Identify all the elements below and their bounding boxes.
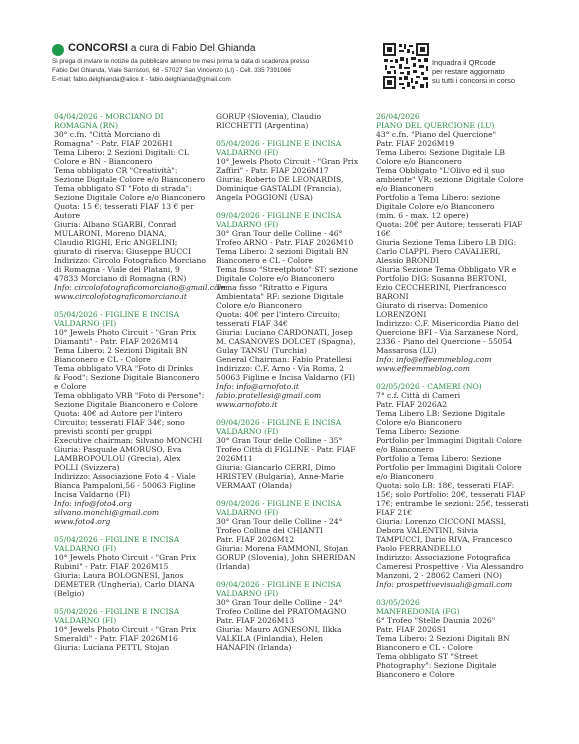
contest-detail: Ambientata" RF: sezione Digitale: [216, 292, 344, 301]
contest-detail: LAMBROPOULOU (Grecia), Alex: [54, 454, 181, 463]
contest-detail: Gulay TANSU (Turchia): [216, 346, 308, 355]
contest-heading: VALDARNO (FI): [54, 544, 117, 553]
contest-detail: Giuria: Laura BOLOGNESI, Janos: [54, 571, 184, 580]
contest-detail: Tema Libero: Sezione: [376, 427, 460, 436]
contest-detail: e/o Bianconero: [376, 445, 434, 454]
contest-detail: M. CASANOVES DOLCET (Spagna),: [216, 337, 356, 346]
contest-detail: Massarosa (LU): [376, 346, 437, 355]
contest-entry: [216, 139, 376, 202]
section-title: [68, 42, 255, 54]
contest-detail: Tema obbligato VRB "Foto di Persone":: [54, 391, 205, 400]
contest-heading: 26/04/2026: [376, 112, 420, 121]
contest-detail: Tema Libero LB: Sezione Digitale: [376, 409, 505, 418]
contest-heading: 05/04/2026 - FIGLINE E INCISA: [54, 310, 180, 319]
contest-detail: 16€: [376, 229, 391, 238]
contest-detail: FIAF 21€: [376, 508, 412, 517]
contest-detail: Colore e/o Bianconero: [216, 301, 302, 310]
contest-detail: Sezione Digitale Colore e/o Bianconero: [54, 193, 206, 202]
contest-entry: [54, 535, 214, 598]
contest-detail: 10° Jewels Photo Circuit - "Gran Prix: [54, 553, 197, 562]
contest-detail: Giurato di riserva: Domenico: [376, 301, 488, 310]
contest-detail: Claudio RIGHI, Eric ANGELINI;: [54, 238, 178, 247]
contest-detail: Patr. FIAF 2026S1: [376, 625, 447, 634]
contest-detail: Indirizzo: Circolo Fotografico Morciano: [54, 256, 206, 265]
contest-heading: VALDARNO (FI): [54, 616, 117, 625]
contest-heading: MANFREDONIA (FG): [376, 607, 460, 616]
contest-detail: POLLI (Svizzera): [54, 463, 120, 472]
contest-detail: Quota: 40€ ad Autore per l'intero: [54, 409, 183, 418]
contest-detail: Colore e BN - Bianconero: [54, 157, 153, 166]
contest-detail: Portfolio DIG: Susanna BERTONI,: [376, 274, 507, 283]
contest-detail: VALKILA (Finlandia), Helen: [216, 634, 324, 643]
contest-heading: 02/05/2026 - CAMERI (NO): [376, 382, 482, 391]
contest-detail: Indirizzo: C.F. Arno - Via Roma, 2: [216, 364, 345, 373]
contest-detail: Giuria: Albano SGARBI, Conrad: [54, 220, 177, 229]
qr-caption-line: su tutti i concorsi in corso: [432, 76, 515, 85]
contest-detail: Giuria: Lorenzo CICCONI MASSI,: [376, 517, 507, 526]
contest-entry: [216, 499, 376, 571]
contest-detail: Diamanti" - Patr. FIAF 2026M14: [54, 337, 179, 346]
contest-detail: Debora VALENTINI, Silvia: [376, 526, 479, 535]
contest-detail: Portfolio a Tema Libero: sezione: [376, 193, 501, 202]
contest-entry: [54, 112, 226, 301]
contest-detail: MULARONI, Moreno DIANA,: [54, 229, 167, 238]
contest-heading: ROMAGNA (RN): [54, 121, 119, 130]
contest-detail: 10° Jewels Photo Circuit - "Gran Prix: [54, 625, 197, 634]
contest-detail: HRISTEV (Bulgaria), Anne-Marie: [216, 472, 344, 481]
contest-detail: (min. 6 - max. 12 opere): [376, 211, 469, 220]
contest-detail: Giuria: Morena FAMMONI, Stojan: [216, 544, 349, 553]
contest-detail: GORUP (Slovenia), Claudio: [216, 112, 322, 121]
contest-detail: 2336 - Piano del Quercione - 55054: [376, 337, 513, 346]
contest-detail: Tema obbligato ST "Foto di strada":: [54, 184, 192, 193]
contest-contact-link[interactable]: Info: info@effeemmeblog.com: [376, 355, 492, 364]
contest-detail: Tema Libero: 2 Sezioni Digitali BN: [54, 346, 188, 355]
contest-detail: Digitale Colore e/o Bianconero: [376, 202, 495, 211]
contest-detail: Tema obbligato ST "Street: [376, 652, 478, 661]
contest-detail: Giuria: Luciana PETTI, Stojan: [54, 643, 170, 652]
contest-detail: 10° Jewels Photo Circuit - "Gran Prix: [216, 157, 359, 166]
contest-detail: Sezione Digitale Colore e/o Bianconero: [54, 175, 206, 184]
contest-entry: [376, 598, 536, 679]
contest-heading: 04/04/2026 - MORCIANO DI: [54, 112, 164, 121]
contest-heading: 05/04/2026 - FIGLINE E INCISA: [54, 535, 180, 544]
contest-entry: [216, 211, 376, 409]
contest-detail: 30° Gran Tour delle Colline - 46°: [216, 229, 343, 238]
contest-contact-link[interactable]: www.foto4.org: [54, 517, 111, 526]
contest-detail: 30° c.fn. "Città Morciano di: [54, 130, 161, 139]
contest-detail: tesserati FIAF 34€: [216, 319, 288, 328]
contest-detail: ambiente" VR: sezione Digitale Colore: [376, 175, 524, 184]
column-middle: [216, 112, 376, 661]
contest-detail: Bianca Pampaloni,56 - 50063 Figline: [54, 481, 196, 490]
contest-detail: Tema Libero: 2 sezioni Digitali BN: [216, 247, 349, 256]
contest-detail: Patr. FIAF 2026M19: [376, 139, 455, 148]
contest-detail: Trofeo Città di FIGLINE - Patr. FIAF: [216, 445, 356, 454]
contest-contact-link[interactable]: Info: info@foto4.org: [54, 499, 132, 508]
contest-detail: Angela POGGIONI (USA): [216, 193, 313, 202]
contest-detail: Quota: solo LB: 18€, tesserati FIAF:: [376, 481, 515, 490]
contest-detail: e/o Bianconero: [376, 472, 434, 481]
info-line: Si prega di inviare le notizie da pubblicare almeno tre mesi prima la data di scadenza presso: [52, 58, 310, 65]
contest-detail: Quota: 20€ per Autore; tesserati FIAF: [376, 220, 523, 229]
section-logo-icon: [52, 44, 64, 56]
contest-detail: Bianconero e CL - Colore: [54, 355, 151, 364]
contest-detail: 15€; solo Portfolio: 20€, tesserati FIAF: [376, 490, 526, 499]
contest-heading: 09/04/2026 - FIGLINE E INCISA: [216, 418, 342, 427]
contest-detail: Portfolio per Immagini Digitali Colore: [376, 463, 522, 472]
contest-detail: Rubini" - Patr. FIAF 2026M15: [54, 562, 169, 571]
contest-contact-link[interactable]: Info: prospettivevisuali@gmail.com: [376, 580, 513, 589]
contest-detail: Autore: [54, 211, 81, 220]
contest-detail: 43° c.fn. "Piano del Quercione": [376, 130, 497, 139]
contest-heading: 09/04/2026 - FIGLINE E INCISA: [216, 499, 342, 508]
contest-detail: Executive chairman: Silvano MONCHI: [54, 436, 203, 445]
contest-detail: Digitale Colore e/o Bianconero: [216, 274, 335, 283]
contest-detail: Alessio BRONDI: [376, 256, 439, 265]
contest-detail: (Irlanda): [216, 562, 250, 571]
contest-detail: Giuria Sezione Tema Obbligato VR e: [376, 265, 517, 274]
contest-heading: VALDARNO (FI): [54, 319, 117, 328]
contest-detail: Sezione Digitale Bianconero e Colore: [54, 400, 198, 409]
contest-detail: Bianconero e CL - Colore: [216, 256, 313, 265]
contest-detail: Tema fisso "Streetphoto" ST: sezione: [216, 265, 358, 274]
contest-contact-link[interactable]: silvano.monchi@gmail.com: [54, 508, 160, 517]
contest-detail: Manzoni, 2 - 28062 Cameri (NO): [376, 571, 503, 580]
contest-detail: RICCHETTI (Argentina): [216, 121, 309, 130]
contest-detail: Smeraldi" - Patr. FIAF 2026M16: [54, 634, 178, 643]
contest-detail: previsti sconti per gruppi: [54, 427, 152, 436]
contest-heading: 05/04/2026 - FIGLINE E INCISA: [216, 139, 342, 148]
contest-detail: DEMETER (Ungheria), Carlo DIANA: [54, 580, 195, 589]
contest-entry: [216, 580, 376, 652]
contest-detail: 50063 Figline e Incisa Valdarno (FI): [216, 373, 355, 382]
contest-detail: Tema Libero: 2 Sezioni Digitali: CL: [54, 148, 189, 157]
contest-detail: e Colore: [54, 382, 87, 391]
contest-detail: giurato di riserva: Giuseppe BUCCI: [54, 247, 191, 256]
contest-heading: VALDARNO (FI): [216, 148, 279, 157]
contest-detail: Indirizzo: Associazione Fotografica: [376, 553, 511, 562]
contest-heading: 05/04/2026 - FIGLINE E INCISA: [54, 607, 180, 616]
contest-entry: [54, 607, 214, 652]
contest-detail: Portfolio a Tema Libero: Sezione: [376, 454, 502, 463]
contest-detail: 6° Trofeo "Stelle Daunia 2026": [376, 616, 496, 625]
contest-detail: Tema Libero: 2 Sezioni Digitali BN: [376, 634, 510, 643]
contest-detail: Quercione BFI - Via Sarzanese Nord,: [376, 328, 519, 337]
contest-detail: Patr. FIAF 2026M12: [216, 535, 295, 544]
contest-detail: GORUP (Slovenia), John SHERIDAN: [216, 553, 356, 562]
contest-detail: Ezio CECCHERINI, Pierfrancesco: [376, 283, 507, 292]
contest-detail: Indirizzo: Associazione Foto 4 - Viale: [54, 472, 196, 481]
section-header: [52, 42, 372, 90]
contest-detail: Tema fisso "Ritratto e Figura: [216, 283, 328, 292]
contest-detail: Cameresi Prospettive - Via Alessandro: [376, 562, 524, 571]
contest-entry: [376, 382, 536, 589]
contest-heading: PIANO DEL QUERCIONE (LU): [376, 121, 495, 130]
contest-detail: 47833 Morciano di Romagna (RN): [54, 274, 187, 283]
contest-entry: [216, 112, 376, 130]
contest-heading: 09/04/2026 - FIGLINE E INCISA: [216, 211, 342, 220]
contest-detail: BARONI: [376, 292, 409, 301]
contest-detail: Tema Obbligato "L'Olivo ed il suo: [376, 166, 505, 175]
contest-detail: Colore e/o Bianconero: [376, 157, 462, 166]
contest-entry: [376, 112, 536, 373]
contest-heading: VALDARNO (FI): [216, 589, 279, 598]
contest-detail: 30° Gran Tour delle Colline - 24°: [216, 598, 343, 607]
contest-detail: Giuria: Mauro AGNESONI, Ilkka: [216, 625, 342, 634]
contest-detail: Trofeo Colline del PRATOMAGNO: [216, 607, 347, 616]
contest-detail: Giuria: Pasquale AMORUSO, Eva: [54, 445, 182, 454]
contest-detail: Giuria: Roberto DE LEONARDIS,: [216, 175, 344, 184]
contest-detail: Giuria: Giancarlo CERRI, Dimo: [216, 463, 336, 472]
contest-detail: Zaffiri" - Patr. FIAF 2026M17: [216, 166, 329, 175]
contest-contact-link[interactable]: Info: circolofotograficomorciano@gmail.com: [54, 283, 226, 292]
info-line: Fabio Del Ghianda, Viale Sarristori, 68 - 57027 San Vincenzo (LI) - Cell. 335 7391066: [52, 67, 291, 74]
contest-entry: [216, 418, 376, 490]
column-right: [376, 112, 536, 688]
section-name: CONCORSI: [68, 42, 129, 54]
contest-detail: Patr. FIAF 2026M13: [216, 616, 295, 625]
contest-contact-link[interactable]: www.arnofoto.it: [216, 400, 278, 409]
contest-detail: Carlo CIAPPI, Piero CAVALIERI,: [376, 247, 501, 256]
contest-heading: VALDARNO (FI): [216, 220, 279, 229]
contest-detail: HANAFIN (Irlanda): [216, 643, 292, 652]
contest-detail: Bianconero e CL - Colore: [376, 643, 473, 652]
contest-detail: TAMPUCCI, Dario RIVA, Francesco: [376, 535, 513, 544]
contest-detail: Giuria: Luciano CARDONATI, Josep: [216, 328, 353, 337]
contest-contact-link[interactable]: www.circolofotograficomorciano.it: [54, 292, 187, 301]
contest-detail: & Food": Sezione Digitale Bianconero: [54, 373, 200, 382]
contest-detail: Bianconero e Colore: [376, 670, 455, 679]
contest-detail: VERMAAT (Olanda): [216, 481, 292, 490]
contest-detail: Quota: 15 €; tesserati FIAF 13 € per: [54, 202, 194, 211]
section-byline: a cura di Fabio Del Ghianda: [128, 43, 256, 54]
contest-detail: General Chairman: Fabio Pratellesi: [216, 355, 352, 364]
qr-caption-line: per restare aggiornato: [432, 67, 505, 76]
contest-detail: Indirizzo: C.F. Misericordia Piano del: [376, 319, 519, 328]
contest-detail: 17€; entrambe le sezioni: 25€, tesserati: [376, 499, 529, 508]
contest-detail: (Belgio): [54, 589, 85, 598]
contest-contact-link[interactable]: fabio.pratellesi@gmail.com: [216, 391, 322, 400]
qr-code-icon[interactable]: [382, 42, 430, 90]
contest-heading: VALDARNO (FI): [216, 508, 279, 517]
contest-detail: Tema Libero: Sezione Digitale LB: [376, 148, 505, 157]
qr-caption-line: Inquadra il QRcode: [432, 58, 496, 67]
qr-caption: [432, 58, 532, 85]
contest-detail: Romagna" - Patr. FIAF 2026H1: [54, 139, 174, 148]
contest-detail: 30° Gran Tour delle Colline - 24°: [216, 517, 343, 526]
contest-detail: 2026M11: [216, 454, 253, 463]
contest-detail: Trofeo Colline del CHIANTI: [216, 526, 323, 535]
contest-detail: 7° c.f. Città di Cameri: [376, 391, 461, 400]
contest-detail: Trofeo ARNO - Patr. FIAF 2026M10: [216, 238, 354, 247]
contest-detail: Paolo FERRANDELLO: [376, 544, 462, 553]
contest-detail: 10° Jewels Photo Circuit - "Gran Prix: [54, 328, 197, 337]
contest-detail: Colore e/o Bianconero: [376, 418, 462, 427]
contest-contact-link[interactable]: www.effeemmeblog.com: [376, 364, 470, 373]
contest-detail: LORENZONI: [376, 310, 427, 319]
contest-entry: [54, 310, 214, 526]
contest-detail: Portfolio per Immagini Digitali Colore: [376, 436, 522, 445]
contest-detail: Tema obbligato VRA "Foto di Drinks: [54, 364, 193, 373]
contest-detail: Giuria Sezione Tema Libero LB DIG:: [376, 238, 517, 247]
contest-heading: VALDARNO (FI): [216, 427, 279, 436]
contest-contact-link[interactable]: Info: info@arnofoto.it: [216, 382, 299, 391]
contest-detail: Tema obbligato CR "Creatività":: [54, 166, 178, 175]
column-left: [54, 112, 226, 661]
contest-detail: e/o Bianconero: [376, 184, 434, 193]
contest-heading: 09/04/2026 - FIGLINE E INCISA: [216, 580, 342, 589]
contest-detail: Photography": Sezione Digitale: [376, 661, 497, 670]
info-line: E-mail: fabio.delghianda@alice.it - fabio.delghianda@gmail.com: [52, 76, 231, 83]
contest-detail: Patr. FIAF 2026A2: [376, 400, 448, 409]
contest-detail: di Romagna - Viale dei Platani, 9: [54, 265, 180, 274]
contest-detail: Circuito; tesserati FIAF 34€; sono: [54, 418, 185, 427]
contest-heading: 03/05/2026: [376, 598, 420, 607]
contest-detail: Incisa Valdarno (FI): [54, 490, 131, 499]
contest-detail: Quota: 40€ per l'intero Circuito;: [216, 310, 341, 319]
contest-detail: 30° Gran Tour delle Colline - 35°: [216, 436, 343, 445]
contest-detail: Dominique GASTALDI (Francia),: [216, 184, 342, 193]
